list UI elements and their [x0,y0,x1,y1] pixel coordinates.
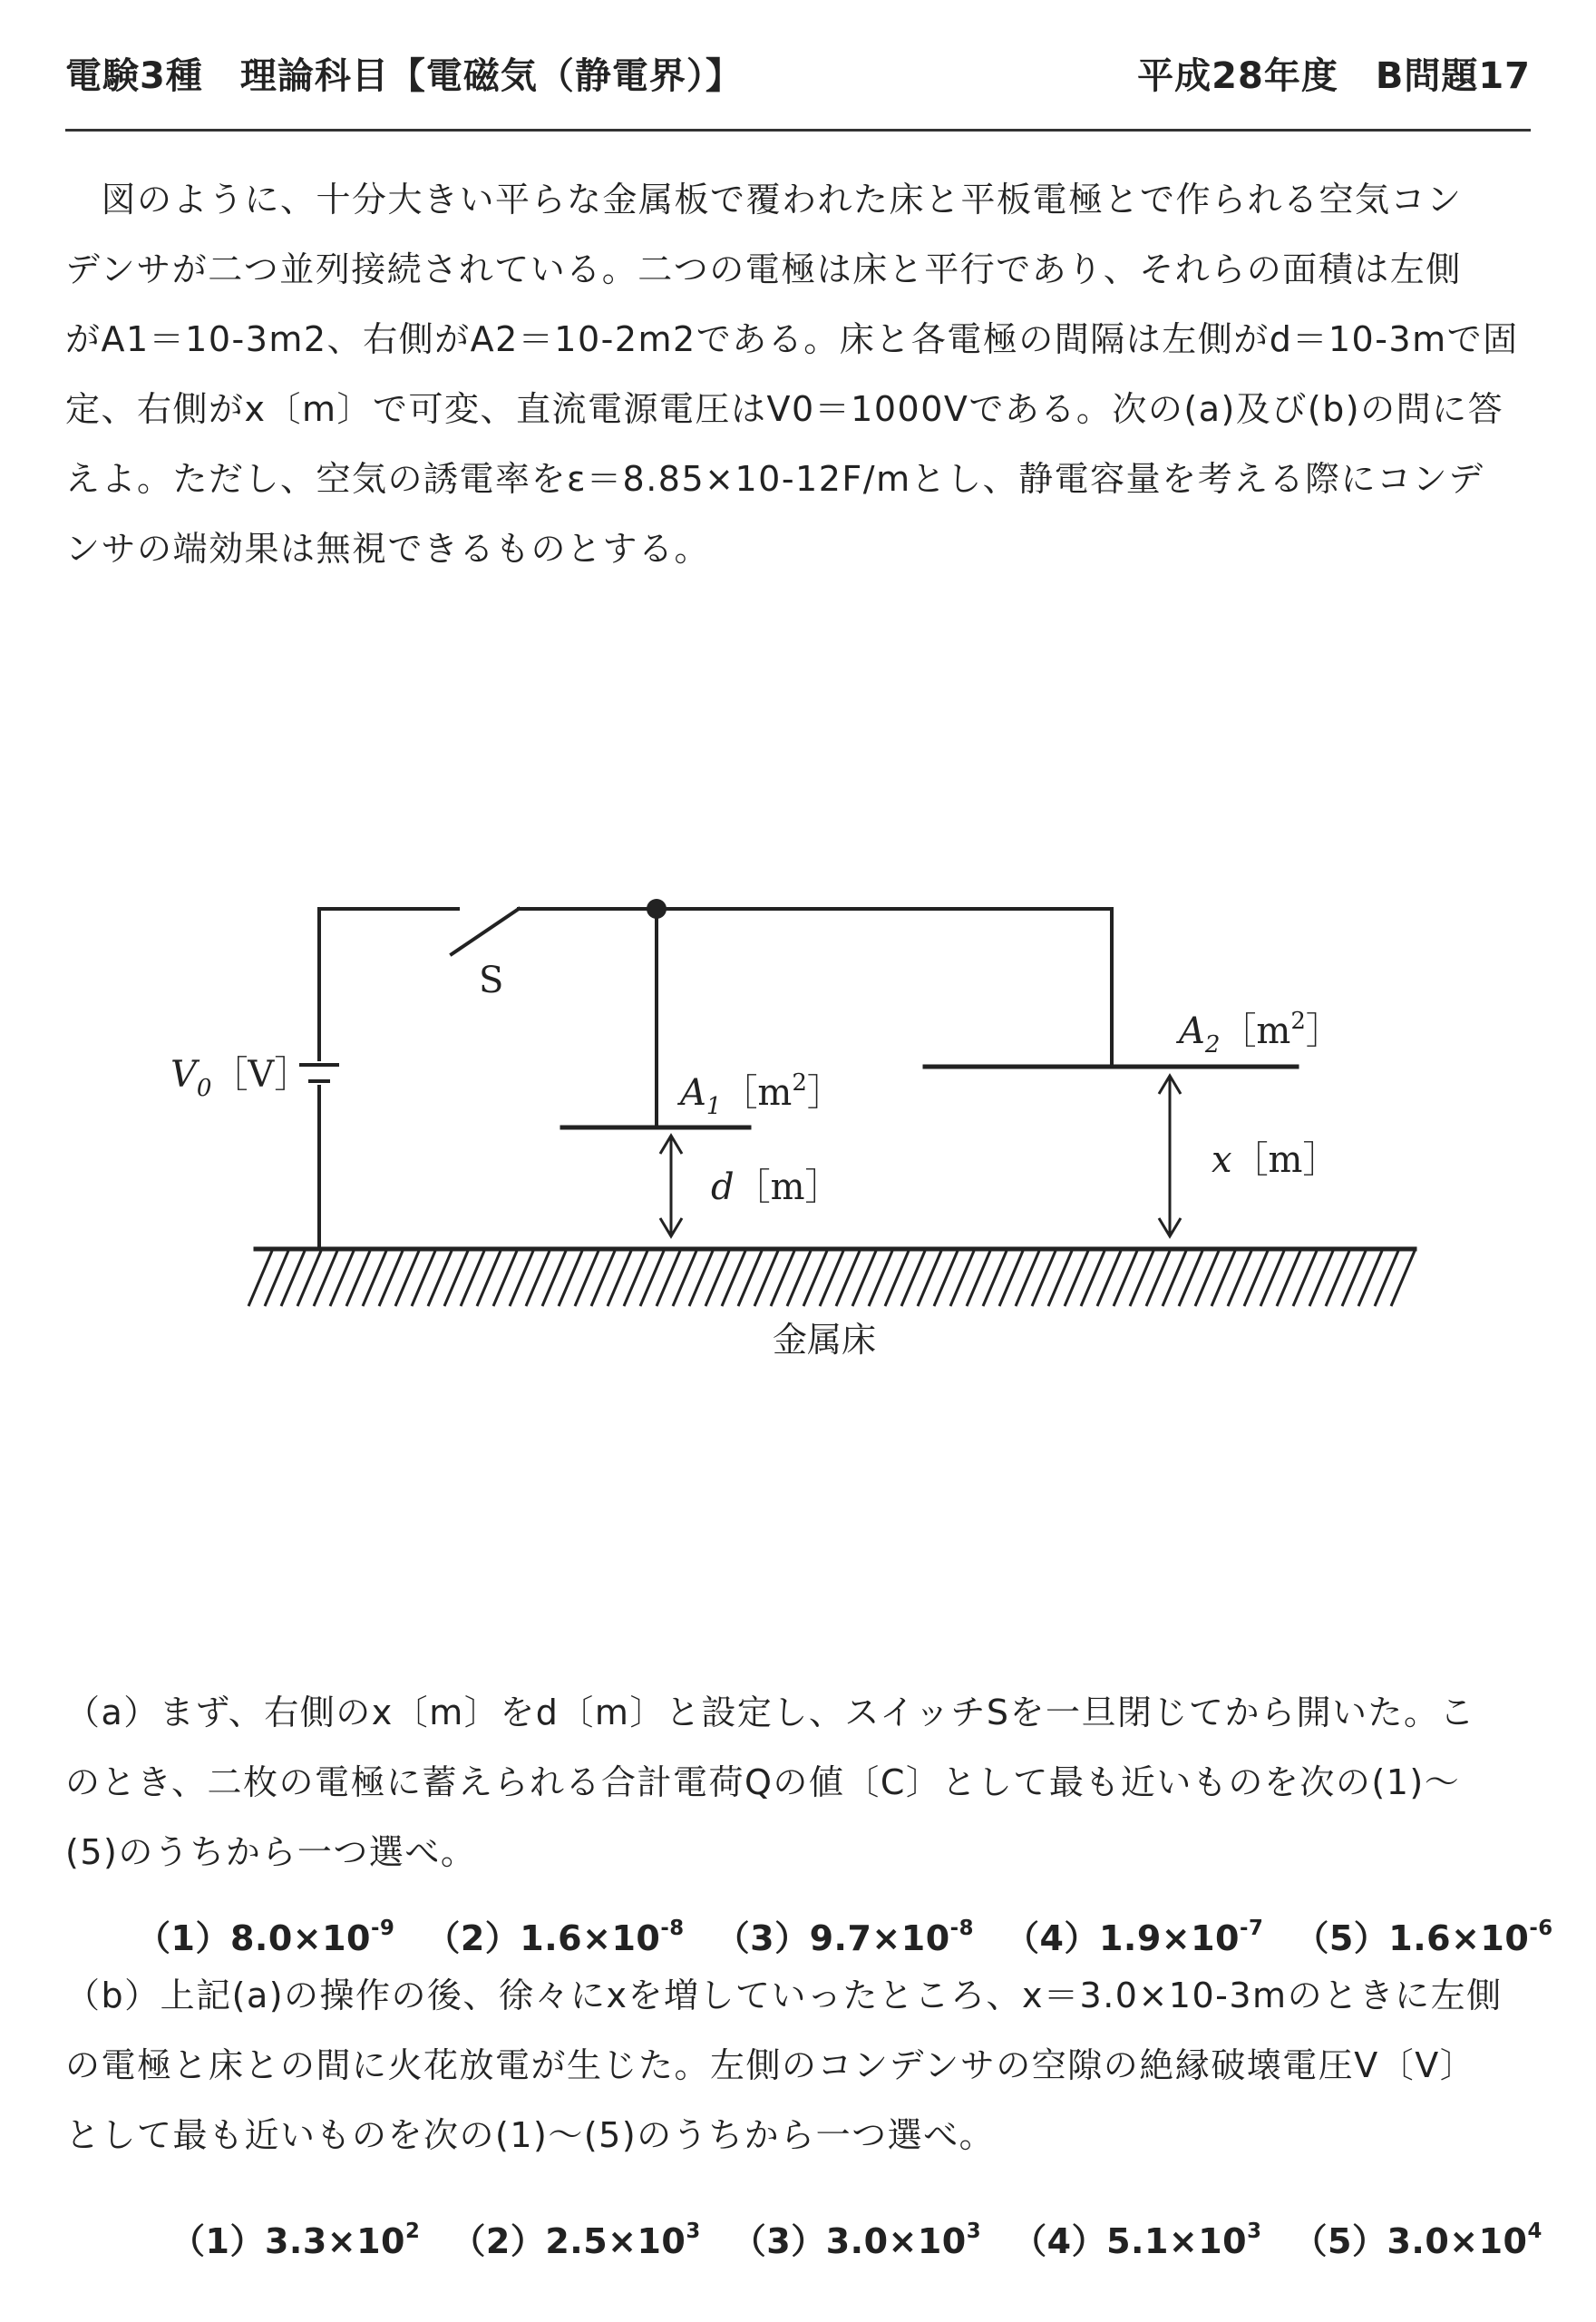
qb-choice-1: $(1)3.3\times 10^2$ [170,2219,421,2261]
right-gap-label: x［m］ [1212,1139,1339,1181]
floor-label: 金属床 [773,1320,877,1360]
qa-choice-1: $(1)8.0\times 10^{-9}$ [136,1916,395,1958]
gap-arrow-d [660,1136,682,1236]
source-voltage-label: $V_0[V]$ [170,1054,311,1102]
choices-b [170,2213,1542,2263]
intro-line-6: ンサの端効果は無視できるものとする。 [65,529,711,569]
switch-blade [452,909,519,954]
qa-line-3: (5)のうちから一つ選べ。 [65,1832,477,1872]
qb-choice-4: $(4)5.1\times 10^3$ [1012,2219,1262,2261]
qb-line-2: の電極と床との間に火花放電が生じた。左側のコンデンサの空隙の絶縁破壊電圧V〔V〕 [65,2045,1476,2085]
qb-line-1: （b）上記(a)の操作の後、徐々にxを増していったところ、x＝3.0×10-3mのときに左側 [65,1976,1503,2015]
exam-id: 平成28年度 B問題17 [1137,55,1531,97]
intro-line-5: えよ。ただし、空気の誘電率をε＝8.85×10-12F/mとし、静電容量を考える際にコンデ [65,459,1484,499]
choices-a [136,1910,1553,1960]
left-gap-label: d［m］ [711,1166,842,1208]
qa-line-2: のとき、二枚の電極に蓄えられる合計電荷Qの値〔C〕として最も近いものを次の(1)〜 [65,1762,1461,1802]
intro-line-3: がA1＝10-3m2、右側がA2＝10-2m2である。床と各電極の間隔は左側がd＝10-3mで固 [65,319,1519,359]
junction-dot [647,899,667,919]
floor-hatching [248,1251,1415,1306]
qa-choice-2: $(2)1.6\times 10^{-8}$ [425,1916,685,1958]
qb-choice-2: $(2)2.5\times 10^3$ [451,2219,701,2261]
qa-choice-4: $(4)1.9\times 10^{-7}$ [1004,1916,1264,1958]
intro-line-2: デンサが二つ並列接続されている。二つの電極は床と平行であり、それらの面積は左側 [65,249,1462,289]
qb-choice-3: $(3)3.0\times 10^3$ [731,2219,982,2261]
qa-choice-5: $(5)1.6\times 10^{-6}$ [1294,1916,1553,1958]
question-b [65,1961,1534,2171]
switch-label: S [479,960,504,1001]
intro-line-4: 定、右側がx〔m〕で可変、直流電源電圧はV0＝1000Vである。次の(a)及び(b)の問に答 [65,389,1504,429]
qa-line-1: （a）まず、右側のx〔m〕をd〔m〕と設定し、スイッチSを一旦閉じてから開いた。こ [65,1693,1475,1732]
qa-choice-3: $(3)9.7\times 10^{-8}$ [715,1916,974,1958]
qb-line-3: として最も近いものを次の(1)〜(5)のうちから一つ選べ。 [65,2115,996,2155]
intro-line-1: 図のように、十分大きい平らな金属板で覆われた床と平板電極とで作られる空気コン [65,180,1463,220]
subject-title: 電験3種 理論科目【電磁気（静電界）】 [65,55,743,97]
qb-choice-5: $(5)3.0\times 10^4$ [1292,2219,1542,2261]
top-right-wire [519,909,1112,1065]
gap-arrow-x [1159,1076,1181,1236]
question-a [65,1678,1534,1888]
left-plate-label: $A_1[m^2]$ [680,1069,843,1120]
right-plate-label: $A_2[m^2]$ [1179,1008,1342,1059]
